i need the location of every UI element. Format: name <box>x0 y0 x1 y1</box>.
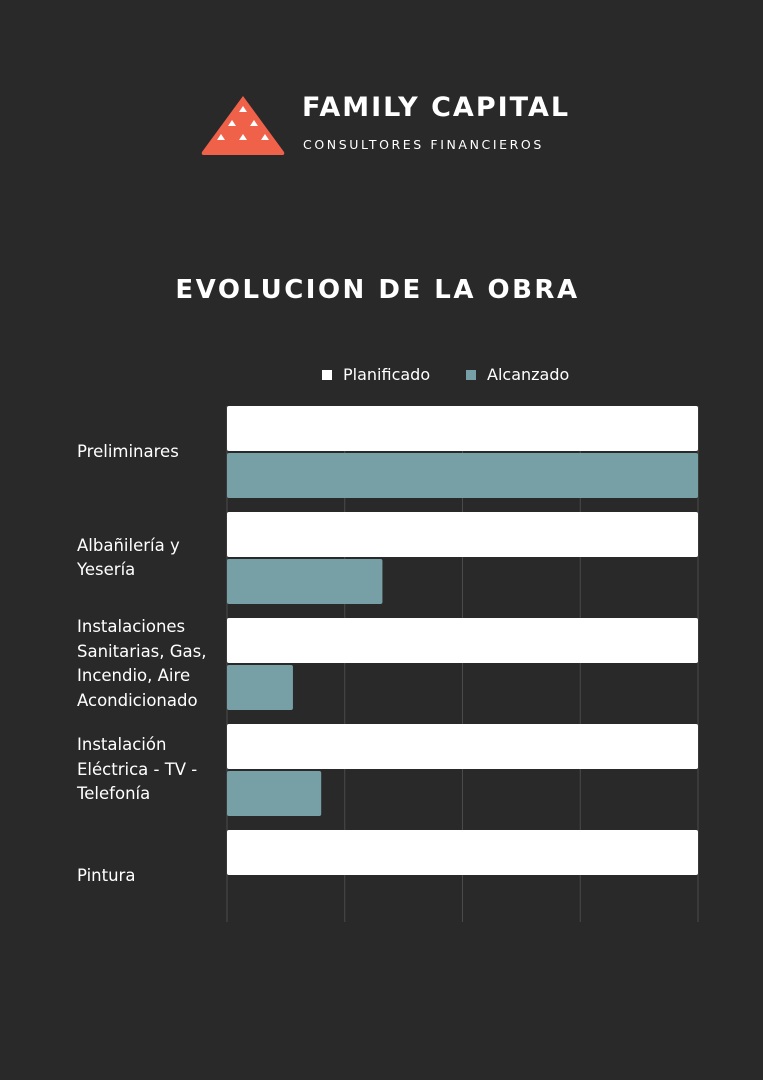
category-label-line: Preliminares <box>77 441 179 461</box>
brand-name: FAMILY CAPITAL <box>302 92 571 123</box>
legend-label-planificado: Planificado <box>343 365 431 384</box>
category-label-line: Instalación <box>77 735 167 755</box>
bar-planificado-1 <box>227 512 698 557</box>
category-label-line: Instalaciones <box>77 617 186 636</box>
category-label-line: Pintura <box>77 865 136 885</box>
bar-planificado-2 <box>227 618 698 663</box>
bar-alcanzado-2 <box>227 665 293 710</box>
legend-label-alcanzado: Alcanzado <box>487 365 570 384</box>
chart-title: EVOLUCION DE LA OBRA <box>175 275 580 305</box>
bar-planificado-4 <box>227 830 698 875</box>
bar-alcanzado-0 <box>227 453 698 498</box>
bar-alcanzado-1 <box>227 559 382 604</box>
category-label-line: Yesería <box>77 560 136 579</box>
category-label-line: Telefonía <box>77 784 151 804</box>
bar-alcanzado-3 <box>227 771 321 816</box>
brand-tagline: CONSULTORES FINANCIEROS <box>303 137 544 152</box>
category-label-line: Incendio, Aire <box>77 666 191 685</box>
bar-planificado-0 <box>227 406 698 451</box>
category-label-line: Albañilería y <box>77 535 180 555</box>
bar-planificado-3 <box>227 724 698 769</box>
category-label-line: Acondicionado <box>77 690 198 710</box>
category-label-line: Sanitarias, Gas, <box>77 641 207 661</box>
category-label-line: Eléctrica - TV - <box>77 759 198 779</box>
